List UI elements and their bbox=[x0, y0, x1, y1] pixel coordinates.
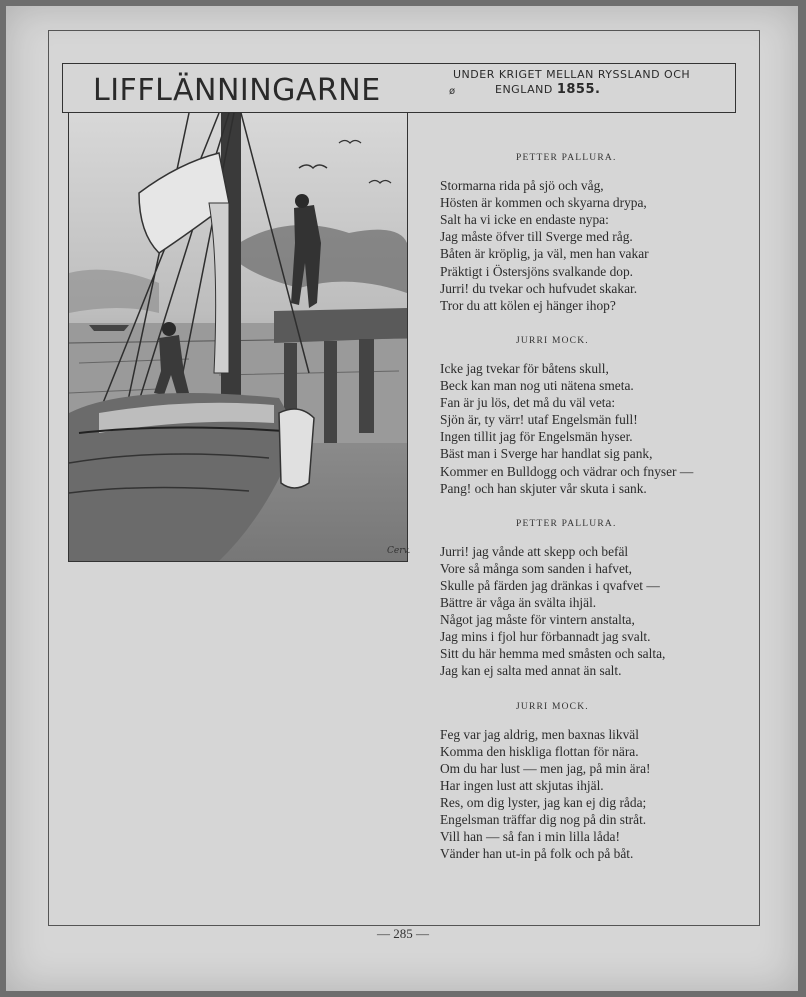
illustration-drawing bbox=[69, 113, 411, 561]
verse-line: Kommer en Bulldogg och vädrar och fnyser — bbox=[440, 463, 694, 479]
verse-line: Hösten är kommen och skyarna drypa, bbox=[440, 195, 647, 211]
verse-line: Bäst man i Sverge har handlat sig pank, bbox=[440, 446, 653, 462]
verse-line: Beck kan man nog uti nätena smeta. bbox=[440, 378, 634, 394]
title-banner bbox=[62, 63, 736, 113]
stanza bbox=[440, 726, 750, 863]
page-number: — 285 — bbox=[377, 926, 429, 941]
verse-line: Präktigt i Östersjöns svalkande dop. bbox=[440, 263, 634, 279]
verse-line: Engelsman träffar dig nog på din stråt. bbox=[440, 812, 647, 828]
verse-line: Vore så många som sanden i hafvet, bbox=[440, 560, 633, 576]
verse-line: Icke jag tvekar för båtens skull, bbox=[440, 360, 609, 376]
verse-line: Jurri! jag vånde att skepp och befäl bbox=[440, 543, 629, 559]
distant-ship bbox=[89, 325, 129, 331]
subtitle-line-1: UNDER KRIGET MELLAN RYSSLAND OCH bbox=[453, 68, 691, 81]
verse-line: Res, om dig lyster, jag kan ej dig råda; bbox=[440, 795, 647, 810]
verse-line: Har ingen lust att skjutas ihjäl. bbox=[440, 777, 604, 793]
stanza bbox=[440, 360, 750, 497]
verse-line: Bättre är våga än svälta ihjäl. bbox=[440, 595, 597, 611]
verse-line: Om du har lust — men jag, på min ära! bbox=[440, 760, 651, 776]
verse-line: Jurri! du tvekar och hufvudet skakar. bbox=[440, 280, 638, 296]
poem-title: LIFFLÄNNINGARNE bbox=[93, 73, 381, 108]
poem-subtitle bbox=[453, 67, 690, 97]
verse-line: Ingen tillit jag för Engelsmän hyser. bbox=[440, 429, 633, 445]
verse-line: Stormarna rida på sjö och våg, bbox=[440, 178, 604, 194]
speaker-label: PETTER PALLURA. bbox=[516, 153, 617, 163]
verse-line: Feg var jag aldrig, men baxnas likväl bbox=[440, 726, 639, 742]
speaker-label: PETTER PALLURA. bbox=[516, 518, 617, 529]
verse-line: Skulle på färden jag dränkas i qvafvet — bbox=[440, 577, 660, 593]
verse-line: Båten är kröplig, ja väl, men han vakar bbox=[440, 246, 649, 262]
boat-illustration bbox=[68, 112, 411, 562]
verse-line: Sitt du här hemma med småsten och salta, bbox=[440, 646, 666, 662]
verse-line: Något jag måste för vintern anstalta, bbox=[440, 612, 635, 628]
verse-line: Vill han — så fan i min lilla låda! bbox=[440, 829, 620, 845]
boat-fender bbox=[279, 409, 314, 488]
speaker-label: JURRI MOCK. bbox=[516, 701, 589, 712]
subtitle-country: ENGLAND bbox=[495, 83, 553, 96]
stanza bbox=[440, 177, 750, 314]
title-ornament: ø bbox=[449, 86, 456, 97]
verse-line: Fan är ju lös, det må du väl veta: bbox=[440, 395, 616, 411]
artist-signature: Cerv. bbox=[387, 546, 411, 556]
verse-line: Tror du att kölen ej hänger ihop? bbox=[440, 297, 616, 313]
verse-line: Pang! och han skjuter vår skuta i sank. bbox=[440, 480, 647, 496]
subtitle-line-2 bbox=[453, 82, 690, 97]
verse-line: Sjön är, ty värr! utaf Engelsmän full! bbox=[440, 412, 638, 428]
verse-line: Vänder han ut-in på folk och på båt. bbox=[440, 846, 634, 862]
poem-text bbox=[440, 150, 750, 881]
subtitle-year: 1855. bbox=[556, 82, 601, 97]
verse-line: Salt ha vi icke en endaste nypa: bbox=[440, 212, 609, 228]
verse-line: Jag kan ej salta med annat än salt. bbox=[440, 663, 622, 679]
verse-line: Komma den hiskliga flottan för nära. bbox=[440, 743, 639, 759]
verse-line: Jag måste öfver till Sverge med råg. bbox=[440, 229, 633, 245]
verse-line: Jag mins i fjol hur förbannadt jag svalt. bbox=[440, 629, 651, 645]
stanza bbox=[440, 543, 750, 680]
speaker-label: JURRI MOCK. bbox=[516, 335, 589, 346]
